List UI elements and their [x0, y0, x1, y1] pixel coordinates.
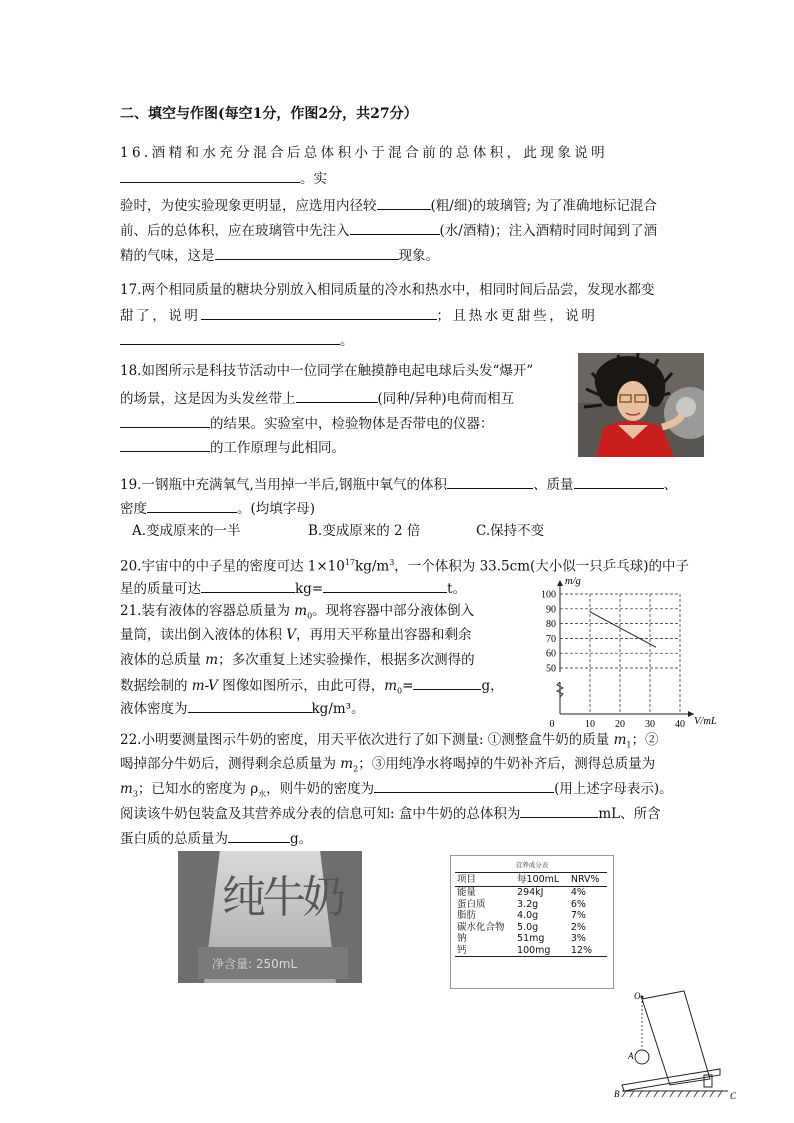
label-a: A [628, 1051, 634, 1061]
x-axis-label: V/mL [694, 716, 717, 727]
table-row: 脂肪 4.0g 7% [457, 910, 586, 921]
nutrition-header: 每100mL [515, 873, 569, 887]
q17-line3: 。 [120, 330, 354, 351]
answer-blank[interactable] [447, 474, 533, 489]
q22-line1: 22.小明要测量图示牛奶的密度，用天平依次进行了如下测量: ①测整盒牛奶的质量 $m_1$；② [120, 732, 659, 750]
y-tick-label: 60 [546, 648, 556, 660]
y-tick-label: 90 [546, 604, 556, 616]
q16-line5: 精的气味，这是 现象。 [120, 245, 439, 266]
q20-line2: 星的质量可达 kg= t。 [120, 578, 466, 599]
q20-line1: 20.宇宙中的中子星的密度可达 $1\times 10^{17}kg/m^3$，一个体积为 33.5cm(大小似一只乒乓球)的中子 [120, 558, 690, 575]
label-b: B [614, 1089, 620, 1099]
x-tick-label: 0 [549, 719, 555, 730]
q17-line1: 17.两个相同质量的糖块分别放入相同质量的冷水和热水中，相同时间后品尝，发现水都变 [120, 282, 655, 298]
q22-line3: $m_3$；已知水的密度为 $\rho_水$，则牛奶的密度为 (用上述字母表示)。 [120, 778, 673, 805]
nutrition-header: 项目 [455, 873, 515, 887]
answer-blank[interactable] [201, 578, 295, 593]
y-tick-label: 100 [541, 589, 556, 601]
y-axis-label: m/g [565, 576, 581, 587]
q21-line3: 液体的总质量 m；多次重复上述实验操作，根据多次测得的 [120, 652, 475, 668]
table-row: 钠 51mg 3% [457, 933, 586, 944]
y-tick-label: 70 [546, 633, 556, 645]
y-tick-label: 80 [546, 619, 556, 631]
q19-option-a: A.变成原来的一半 [132, 523, 241, 539]
answer-blank[interactable] [296, 388, 378, 403]
table-row: 蛋白质 3.2g 6% [457, 898, 586, 910]
label-c: C [730, 1091, 737, 1101]
lever-diagram [612, 985, 742, 1103]
q22-line5: 蛋白质的总质量为 g。 [120, 828, 312, 849]
q21-line4: 数据绘制的 m-V 图像如图所示，由此可得，$m_0= g$， [120, 675, 504, 702]
q17-line2: 甜了，说明 ；且热水更甜些，说明 [120, 305, 598, 326]
section-title: 二、填空与作图(每空1分，作图2分，共27分） [120, 106, 418, 122]
table-row: 碳水化合物 5.0g 2% [457, 921, 586, 933]
answer-blank[interactable] [215, 245, 399, 260]
milk-brand-text: 纯牛奶 [222, 872, 342, 923]
milk-box-photo [178, 851, 362, 983]
answer-blank[interactable] [413, 675, 481, 690]
answer-blank[interactable] [228, 828, 290, 843]
answer-blank[interactable] [201, 305, 437, 320]
q22-line2: 喝掉部分牛奶后，测得剩余总质量为 $m_2$；③用纯净水将喝掉的牛奶补齐后，测得总质量为 [120, 756, 656, 774]
y-axis-arrow [557, 580, 563, 586]
answer-blank[interactable] [120, 168, 300, 183]
q19-line1: 19.一钢瓶中充满氧气,当用掉一半后,钢瓶中氧气的体积 、质量 、 [120, 474, 677, 495]
nutrition-header: NRV% [569, 873, 607, 887]
nutrition-table [450, 855, 614, 989]
data-line [590, 612, 656, 648]
x-tick-label: 40 [675, 719, 685, 730]
answer-blank[interactable] [374, 778, 554, 793]
answer-blank[interactable] [377, 195, 431, 210]
q21-line5: 液体密度为 kg/m³。 [120, 698, 365, 719]
answer-blank[interactable] [520, 803, 598, 818]
q16-line2: 。实 [120, 168, 327, 189]
x-tick-label: 30 [645, 719, 655, 730]
label-o: O [634, 991, 641, 1001]
m-v-chart [530, 570, 730, 730]
q18-line3: 的结果。实验室中，检验物体是否带电的仪器： [120, 413, 494, 434]
static-hair-photo [578, 353, 704, 457]
answer-blank[interactable] [147, 498, 237, 513]
y-tick-label: 50 [546, 663, 556, 675]
table-row: 能量 294kJ 4% [457, 887, 586, 898]
q16-line3: 验时，为使实验现象更明显，应选用内径较 (粗/细)的玻璃管; 为了准确地标记混合 [120, 195, 657, 216]
answer-blank[interactable] [323, 578, 447, 593]
answer-blank[interactable] [350, 220, 440, 235]
answer-blank[interactable] [120, 437, 210, 452]
nutrition-caption: 营养成分表 [515, 861, 549, 869]
x-tick-label: 20 [615, 719, 625, 730]
answer-blank[interactable] [120, 413, 210, 428]
q18-line1: 18.如图所示是科技节活动中一位同学在触摸静电起电球后头发“爆开” [120, 363, 534, 379]
table-row: 钙 100mg 12% [455, 945, 607, 957]
answer-blank[interactable] [574, 474, 664, 489]
answer-blank[interactable] [120, 330, 340, 345]
q19-option-c: C.保持不变 [476, 523, 545, 539]
q18-line2: 的场景，这是因为头发丝带上 (同种/异种)电荷而相互 [120, 388, 514, 409]
q16-line1: 16.酒精和水充分混合后总体积小于混合前的总体积，此现象说明 [120, 145, 608, 161]
x-tick-label: 10 [585, 719, 595, 730]
milk-net-volume: 净含量: 250mL [212, 957, 298, 971]
q22-line4: 阅读该牛奶包装盒及其营养成分表的信息可知: 盒中牛奶的总体积为 mL、所含 [120, 803, 661, 824]
q19-line2: 密度 。(均填字母) [120, 498, 315, 519]
q21-line1: 21.装有液体的容器总质量为 $m_0$。现将容器中部分液体倒入 [120, 603, 475, 621]
q21-line2: 量筒，读出倒入液体的体积 V，再用天平称量出容器和剩余 [120, 627, 472, 643]
q18-line4: 的工作原理与此相同。 [120, 437, 345, 458]
q19-option-b: B.变成原来的 2 倍 [308, 523, 421, 539]
answer-blank[interactable] [188, 698, 312, 713]
q16-line4: 前、后的总体积，应在玻璃管中先注入 (水/酒精)；注入酒精时同时闻到了酒 [120, 220, 657, 241]
